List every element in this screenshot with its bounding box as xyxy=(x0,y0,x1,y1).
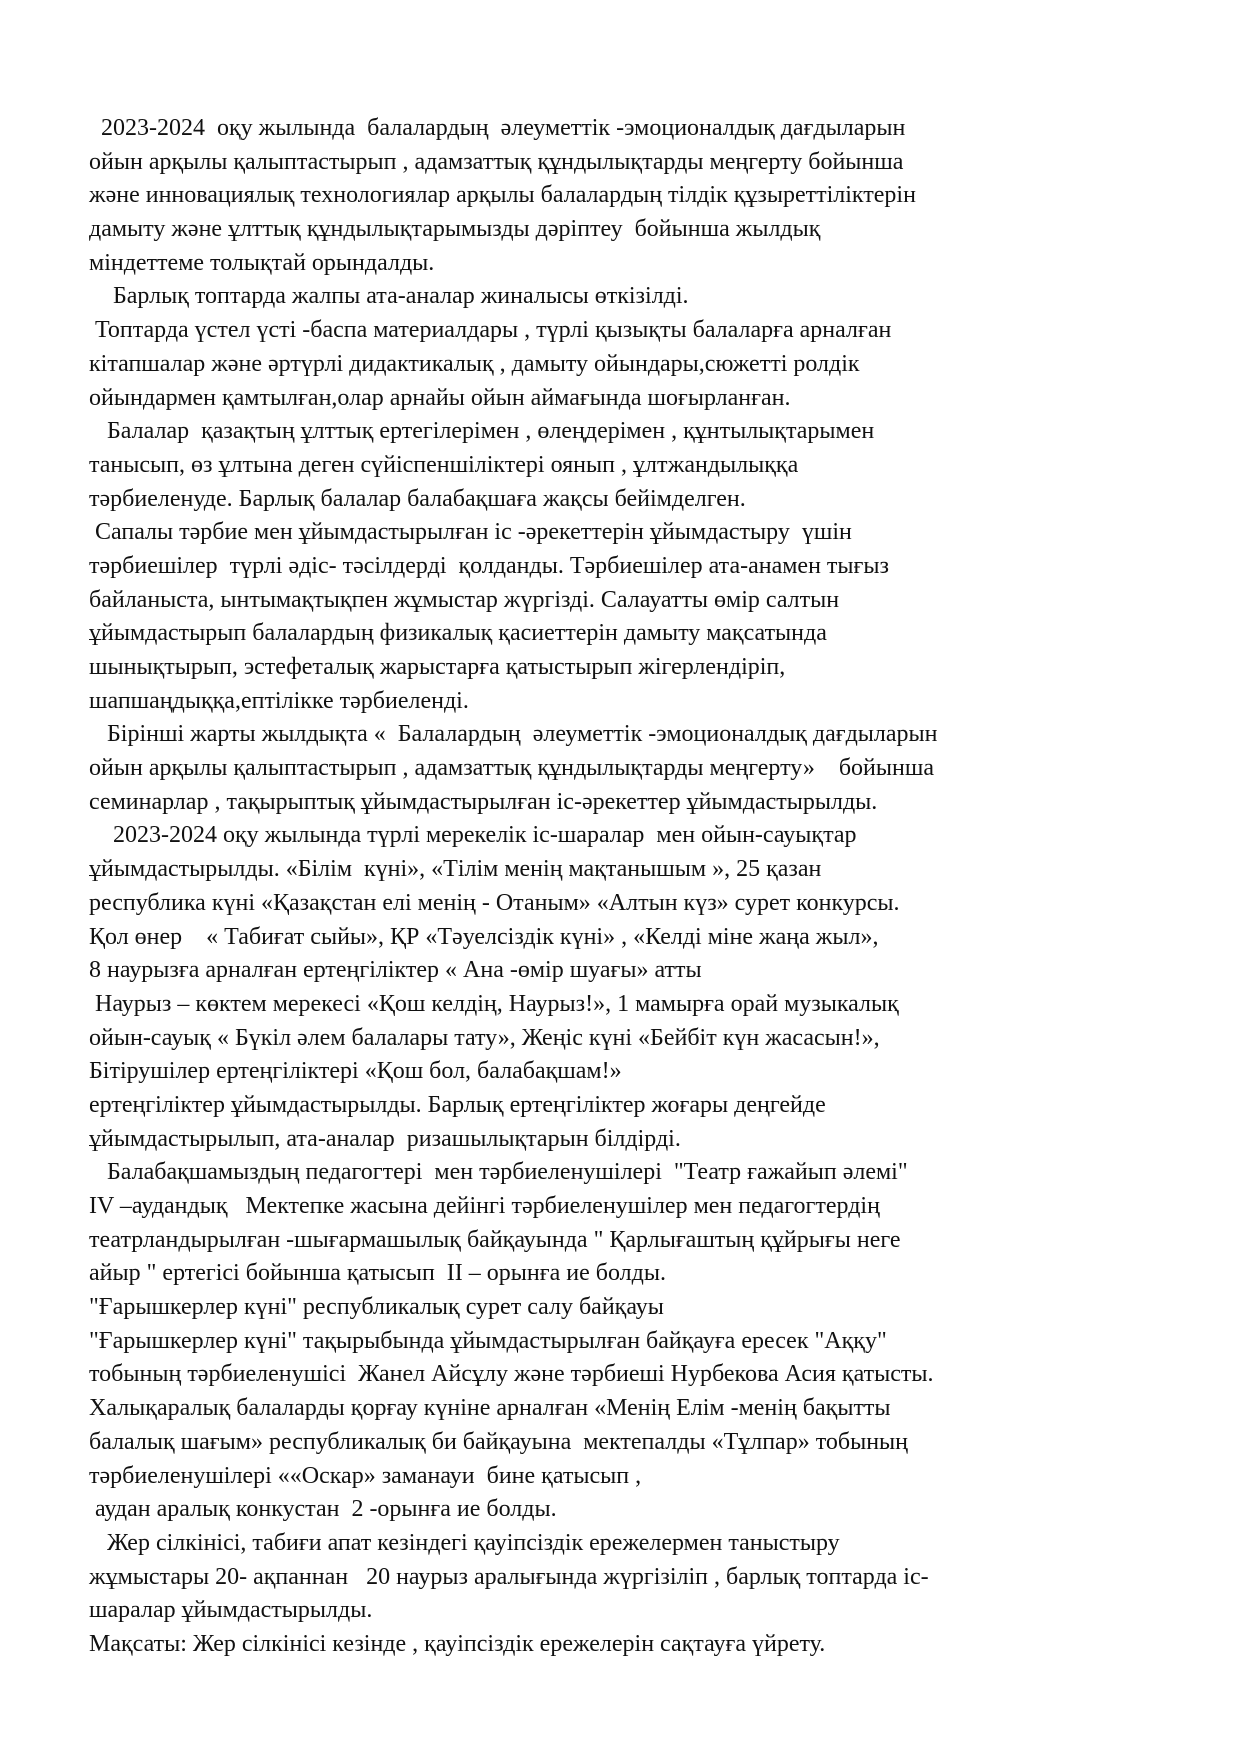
text-line: шаралар ұйымдастырылды. xyxy=(89,1597,373,1624)
text-line: Балабақшамыздың педагогтері мен тәрбиеленушілері "Театр ғажайып әлемі" xyxy=(89,1159,908,1186)
text-line: ойындармен қамтылған,олар арнайы ойын аймағында шоғырланған. xyxy=(89,384,791,411)
text-line: айыр " ертегісі бойынша қатысып II – орынға ие болды. xyxy=(89,1260,666,1287)
text-line: "Ғарышкерлер күні" республикалық сурет салу байқауы xyxy=(89,1294,664,1321)
text-line: ұйымдастырылып, ата-аналар ризашылықтарын білдірді. xyxy=(89,1125,681,1152)
text-line: Барлық топтарда жалпы ата-аналар жиналысы өткізілді. xyxy=(89,283,689,310)
document-body-text xyxy=(89,112,1229,1662)
text-line: IV –аудандық Мектепке жасына дейінгі тәрбиеленушілер мен педагогтердің xyxy=(89,1193,880,1219)
text-line: Бітірушілер ертеңгіліктері «Қош бол, балабақшам!» xyxy=(89,1058,622,1085)
text-line: кітапшалар және әртүрлі дидактикалық , дамыту ойындары,сюжетті ролдік xyxy=(89,350,860,377)
text-line: байланыста, ынтымақтықпен жұмыстар жүргізді. Салауатты өмір салтын xyxy=(89,586,840,613)
text-line: Халықаралық балаларды қорғау күніне арналған «Менің Елім -менің бақытты xyxy=(89,1395,891,1422)
text-line: және инновациялық технологиялар арқылы балалардың тілдік құзыреттіліктерін xyxy=(89,182,916,209)
text-line: аудан аралық конкустан 2 -орынға ие болды. xyxy=(89,1496,557,1523)
text-line: Қол өнер « Табиғат сыйы», ҚР «Тәуелсіздік күні» , «Келді міне жаңа жыл», xyxy=(89,923,879,950)
text-line: ойын арқылы қалыптастырып , адамзаттық құндылықтарды меңгерту бойынша xyxy=(89,148,904,175)
text-line: Жер сілкінісі, табиғи апат кезіндегі қауіпсіздік ережелермен таныстыру xyxy=(89,1529,840,1556)
text-line: дамыту және ұлттық құндылықтарымызды дәріптеу бойынша жылдық xyxy=(89,216,821,243)
text-line: Мақсаты: Жер сілкінісі кезінде , қауіпсіздік ережелерін сақтауға үйрету. xyxy=(89,1630,826,1657)
text-line: 2023-2024 оқу жылында балалардың әлеуметтік -эмоционалдық дағдыларын xyxy=(89,115,906,141)
text-line: ертеңгіліктер ұйымдастырылды. Барлық ертеңгіліктер жоғары деңгейде xyxy=(89,1091,826,1118)
text-line: шынықтырып, эстефеталық жарыстарға қатыстырып жігерлендіріп, xyxy=(89,654,786,680)
text-line: 8 наурызға арналған ертеңгіліктер « Ана -өмір шуағы» атты xyxy=(89,957,702,984)
text-line: тәрбиеленушілері ««Оскар» заманауи бине қатысып , xyxy=(89,1462,642,1489)
text-line: шапшаңдыққа,ептілікке тәрбиеленді. xyxy=(89,687,469,714)
text-line: жұмыстары 20- ақпаннан 20 наурыз аралығында жүргізіліп , барлық топтарда іс- xyxy=(89,1563,929,1590)
text-line: Балалар қазақтың ұлттық ертегілерімен , өлеңдерімен , құнтылықтарымен xyxy=(89,418,875,445)
text-line: Бірінші жарты жылдықта « Балалардың әлеуметтік -эмоционалдық дағдыларын xyxy=(89,721,938,748)
text-line: республика күні «Қазақстан елі менің - Отаным» «Алтын күз» сурет конкурсы. xyxy=(89,889,900,916)
text-line: Сапалы тәрбие мен ұйымдастырылған іс -әрекеттерін ұйымдастыру үшін xyxy=(89,519,852,546)
text-line: тобының тәрбиеленушісі Жанел Айсұлу және тәрбиеші Нурбекова Асия қатысты. xyxy=(89,1361,934,1388)
text-line: семинарлар , тақырыптық ұйымдастырылған іс-әрекеттер ұйымдастырылды. xyxy=(89,788,878,815)
text-line: балалық шағым» республикалық би байқауына мектепалды «Тұлпар» тобының xyxy=(89,1428,909,1455)
text-line: міндеттеме толықтай орындалды. xyxy=(89,249,435,276)
text-line: ұйымдастырылды. «Білім күні», «Тілім менің мақтанышым », 25 қазан xyxy=(89,856,822,883)
text-line: 2023-2024 оқу жылында түрлі мерекелік іс-шаралар мен ойын-сауықтар xyxy=(89,822,857,849)
text-line: ойын арқылы қалыптастырып , адамзаттық құндылықтарды меңгерту» бойынша xyxy=(89,755,934,782)
text-line: тәрбиешілер түрлі әдіс- тәсілдерді қолданды. Тәрбиешілер ата-анамен тығыз xyxy=(89,552,889,579)
text-line: театрландырылған -шығармашылық байқауында " Қарлығаштың құйрығы неге xyxy=(89,1226,901,1253)
text-line: тәрбиеленуде. Барлық балалар балабақшаға жақсы бейімделген. xyxy=(89,485,746,512)
text-line: ұйымдастырып балалардың физикалық қасиеттерін дамыту мақсатында xyxy=(89,620,827,647)
text-line: Топтарда үстел үсті -баспа материалдары , түрлі қызықты балаларға арналған xyxy=(89,317,892,344)
text-line: Наурыз – көктем мерекесі «Қош келдің, Наурыз!», 1 мамырға орай музыкалық xyxy=(89,990,899,1017)
text-line: "Ғарышкерлер күні" тақырыбында ұйымдастырылған байқауға ересек "Аққу" xyxy=(89,1327,887,1354)
text-line: ойын-сауық « Бүкіл әлем балалары тату», Жеңіс күні «Бейбіт күн жасасын!», xyxy=(89,1024,880,1051)
text-line: танысып, өз ұлтына деген сүйіспеншіліктері оянып , ұлтжандылыққа xyxy=(89,451,799,478)
